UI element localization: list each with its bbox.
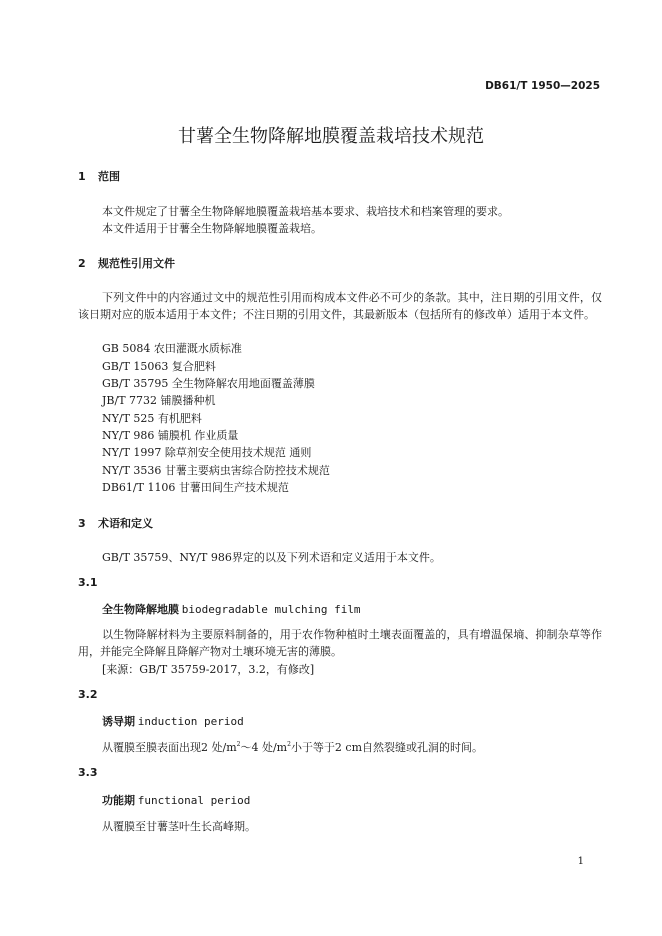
document-number: DB61/T 1950—2025 <box>485 80 600 92</box>
term-en: induction period <box>137 715 244 728</box>
term-number: 3.3 <box>78 766 98 779</box>
paragraph: 本文件适用于甘薯全生物降解地膜覆盖栽培。 <box>102 222 322 235</box>
term-definition: 以生物降解材料为主要原料制备的，用于农作物种植时土壤表面覆盖的，具有增温保墒、抑制杂草等作用，并能完全降解且降解产物对土壤环境无害的薄膜。 <box>78 628 602 658</box>
superscript: 2 <box>236 741 241 748</box>
reference-item: GB 5084 农田灌溉水质标准 <box>102 342 242 355</box>
definition-part: ～4 处/m <box>240 741 288 754</box>
reference-item: NY/T 986 铺膜机 作业质量 <box>102 429 239 442</box>
section-heading-3 <box>78 515 153 531</box>
reference-item: JB/T 7732 铺膜播种机 <box>102 394 216 407</box>
section-heading-2 <box>78 255 175 271</box>
term-entry <box>102 601 361 617</box>
term-definition: 从覆膜至甘薯茎叶生长高峰期。 <box>102 820 256 833</box>
definition-part: 从覆膜至膜表面出现2 处/m <box>102 741 237 754</box>
term-definition <box>102 739 483 755</box>
section-heading-1 <box>78 168 120 184</box>
section-number: 1 <box>78 170 86 183</box>
section-number: 2 <box>78 257 86 270</box>
section-title: 术语和定义 <box>98 517 153 530</box>
reference-item: NY/T 3536 甘薯主要病虫害综合防控技术规范 <box>102 464 330 477</box>
reference-item: NY/T 525 有机肥料 <box>102 412 202 425</box>
term-entry <box>102 792 250 808</box>
term-number: 3.1 <box>78 576 98 589</box>
term-zh: 全生物降解地膜 <box>102 603 179 616</box>
superscript: 2 <box>287 741 291 748</box>
term-zh: 诱导期 <box>102 715 135 728</box>
section-title: 规范性引用文件 <box>98 257 175 270</box>
paragraph: 下列文件中的内容通过文中的规范性引用而构成本文件必不可少的条款。其中，注日期的引用文件，仅该日期对应的版本适用于本文件；不注日期的引用文件，其最新版本（包括所有的修改单）适用于本文件。 <box>78 291 602 321</box>
page-number: 1 <box>577 856 584 867</box>
term-en: biodegradable mulching film <box>181 603 361 616</box>
term-source: [来源：GB/T 35759-2017，3.2，有修改] <box>102 663 315 676</box>
paragraph: GB/T 35759、NY/T 986界定的以及下列术语和定义适用于本文件。 <box>102 551 441 564</box>
term-entry <box>102 713 244 729</box>
reference-item: NY/T 1997 除草剂安全使用技术规范 通则 <box>102 446 312 459</box>
term-en: functional period <box>137 794 251 807</box>
term-zh: 功能期 <box>102 794 135 807</box>
term-number: 3.2 <box>78 688 98 701</box>
paragraph: 本文件规定了甘薯全生物降解地膜覆盖栽培基本要求、栽培技术和档案管理的要求。 <box>102 205 509 218</box>
page-title: 甘薯全生物降解地膜覆盖栽培技术规范 <box>178 126 484 147</box>
definition-part: 小于等于2 cm自然裂缝或孔洞的时间。 <box>290 741 484 754</box>
reference-item: DB61/T 1106 甘薯田间生产技术规范 <box>102 481 289 494</box>
reference-item: GB/T 15063 复合肥料 <box>102 360 216 373</box>
section-title: 范围 <box>98 170 120 183</box>
section-number: 3 <box>78 517 86 530</box>
reference-item: GB/T 35795 全生物降解农用地面覆盖薄膜 <box>102 377 315 390</box>
